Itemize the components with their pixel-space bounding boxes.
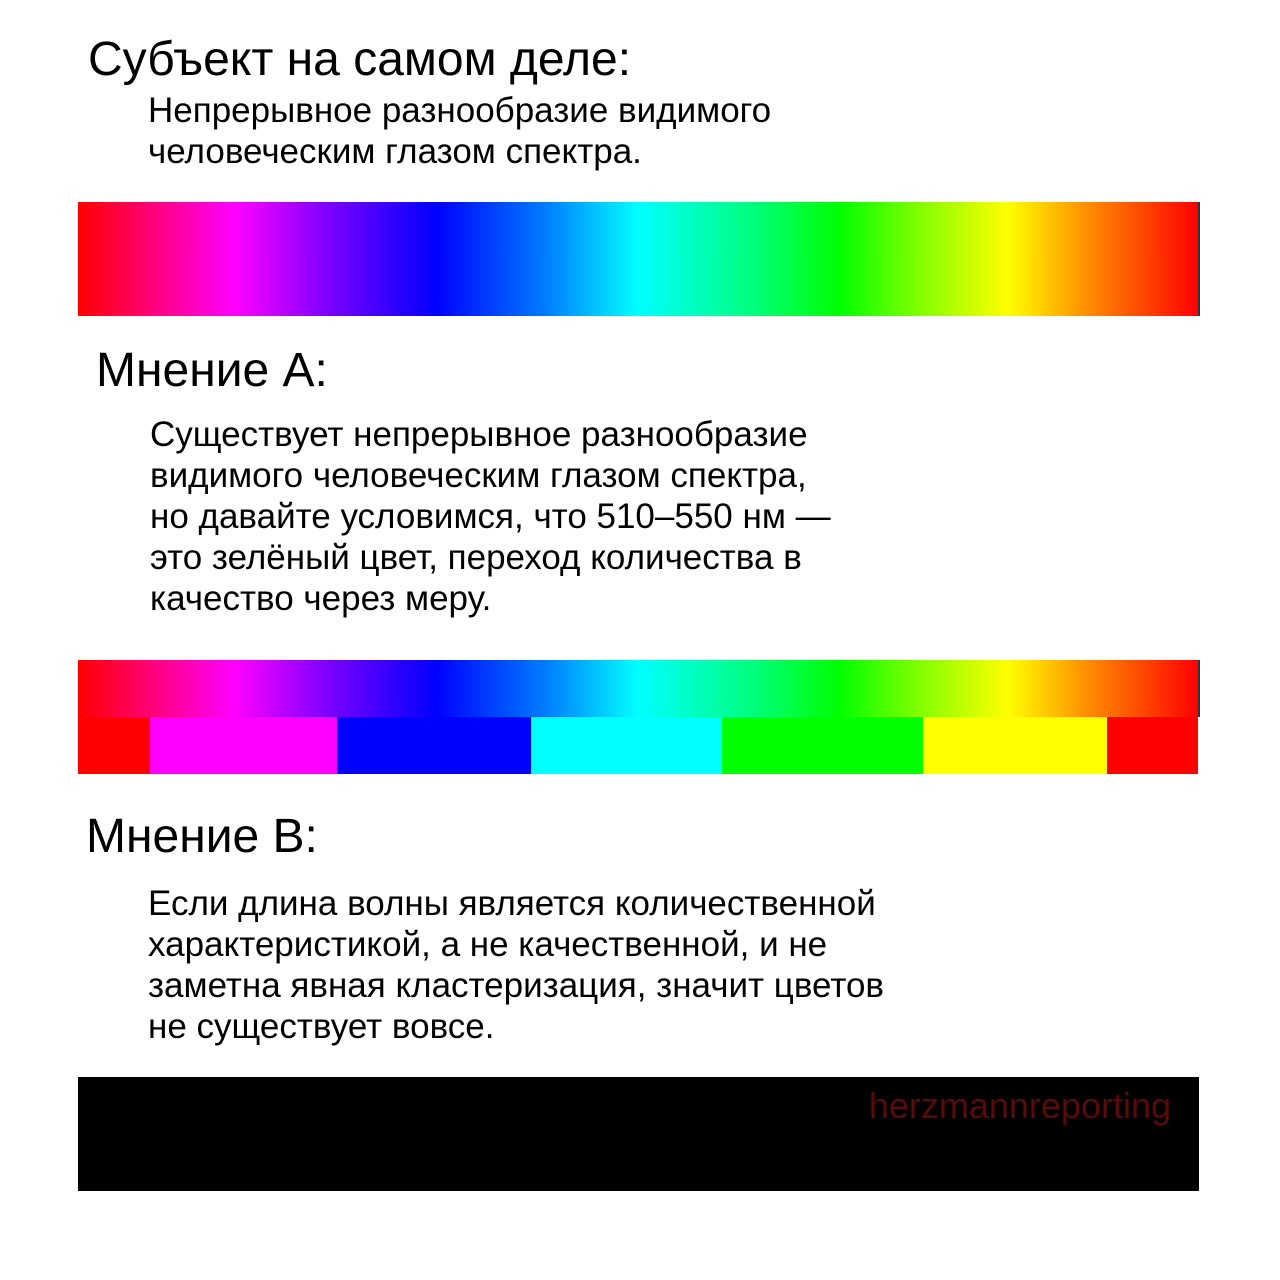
color-band xyxy=(923,717,1108,774)
color-band xyxy=(78,717,150,774)
opinion-a-text-line: это зелёный цвет, переход количества в xyxy=(150,538,802,577)
color-band xyxy=(150,717,337,774)
no-colors-black-bar xyxy=(78,1077,1199,1191)
opinion-a-text xyxy=(150,414,831,619)
color-band xyxy=(337,717,531,774)
color-band xyxy=(531,717,723,774)
opinion-b-text-line: не существует вовсе. xyxy=(148,1007,495,1046)
color-band xyxy=(722,717,922,774)
continuous-spectrum-bar xyxy=(78,202,1198,316)
color-band xyxy=(1107,717,1198,774)
opinion-a-text-line: Существует непрерывное разнообразие xyxy=(150,415,808,454)
opinion-b-text xyxy=(148,883,884,1047)
opinion-a-text-line: качество через меру. xyxy=(150,579,492,618)
discrete-color-bands xyxy=(78,717,1198,774)
opinion-a-text-line: видимого человеческим глазом спектра, xyxy=(150,456,807,495)
opinion-a-spectrum-bar xyxy=(78,660,1198,717)
opinion-b-text-line: Если длина волны является количественной xyxy=(148,884,876,923)
subject-text xyxy=(148,90,771,172)
subject-heading: Субъект на самом деле: xyxy=(88,33,632,86)
opinion-b-heading: Мнение В: xyxy=(86,810,318,863)
opinion-a-heading: Мнение А: xyxy=(96,344,328,397)
opinion-b-text-line: заметна явная кластеризация, значит цветов xyxy=(148,966,885,1005)
opinion-a-text-line: но давайте условимся, что 510–550 нм — xyxy=(150,497,831,536)
watermark: herzmannreporting xyxy=(868,1085,1171,1126)
subject-text-line: Непрерывное разнообразие видимого xyxy=(148,91,772,130)
subject-text-line: человеческим глазом спектра. xyxy=(148,132,642,171)
opinion-b-text-line: характеристикой, а не качественной, и не xyxy=(148,925,828,964)
